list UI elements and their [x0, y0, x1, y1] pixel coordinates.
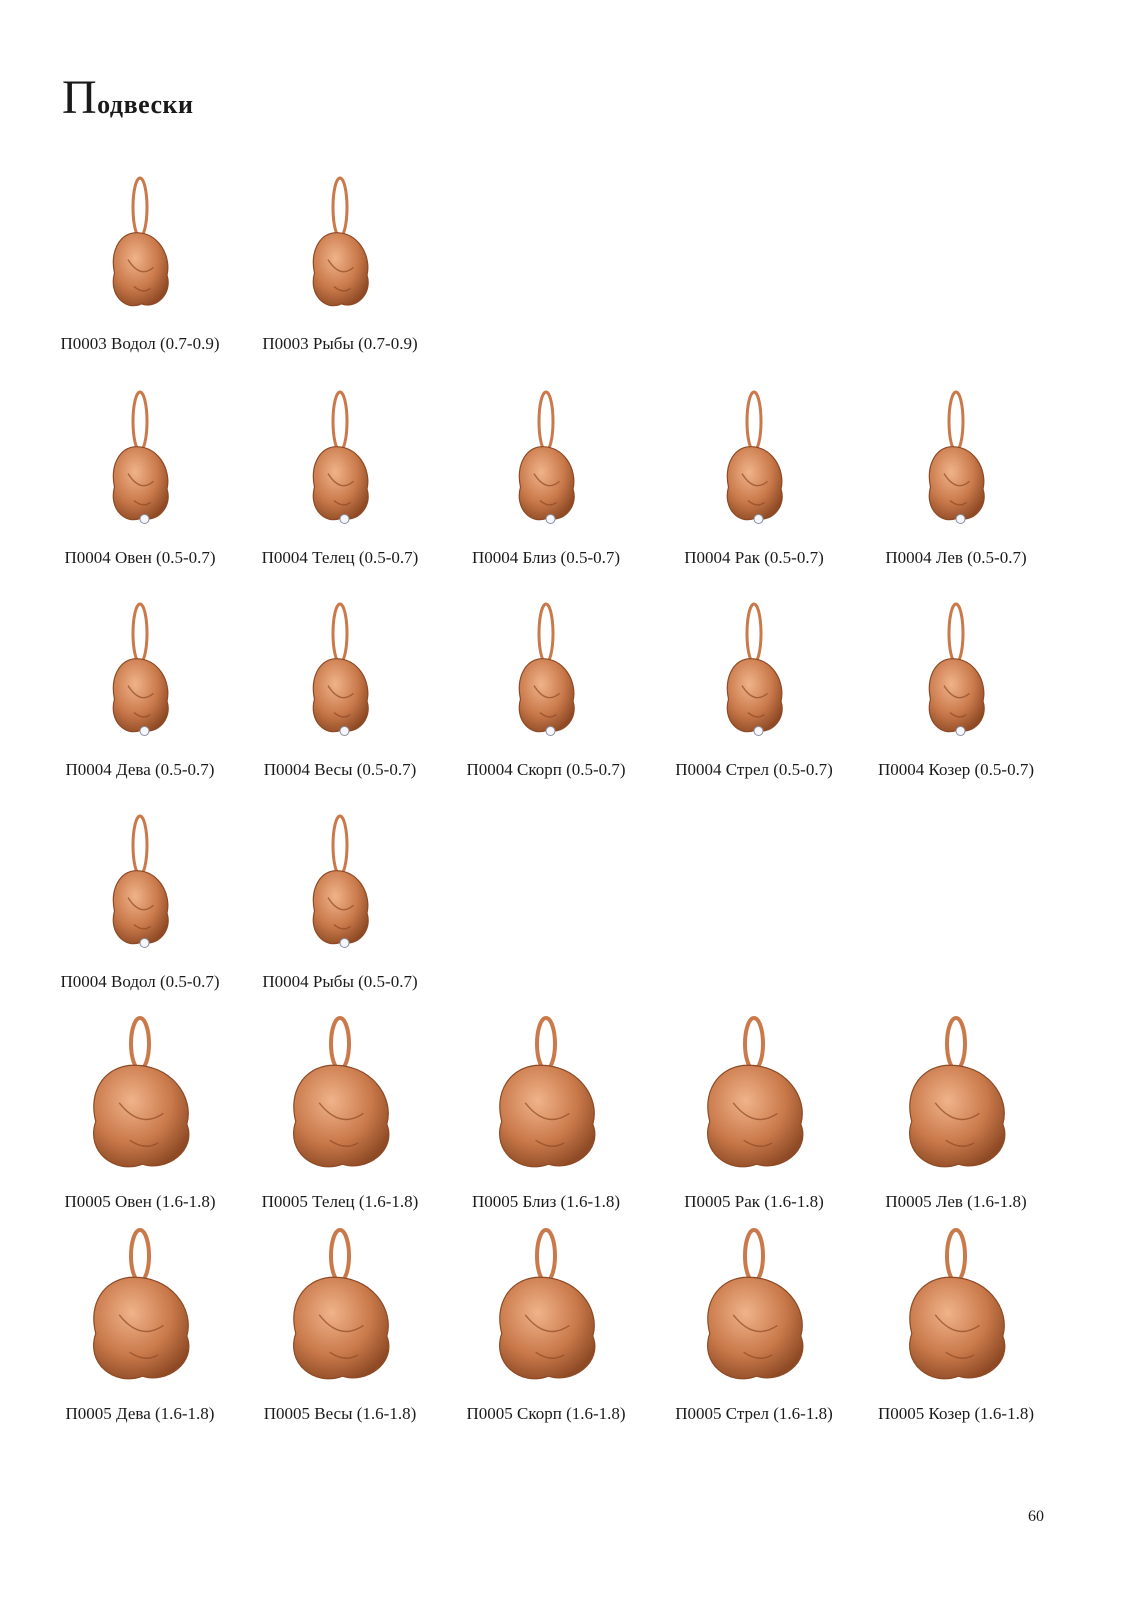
pendant-stone: [140, 726, 149, 735]
pendant-figure: [727, 447, 782, 520]
pendant-bail: [745, 1018, 763, 1069]
pisces-pendant-icon: [240, 172, 440, 332]
taurus-pendant-icon: [240, 386, 440, 546]
gemini-pendant-icon: [446, 386, 646, 546]
pendant-bail: [539, 392, 553, 451]
pendant-figure: [910, 1065, 1005, 1167]
pendant-caption: П0004 Близ (0.5-0.7): [471, 548, 621, 567]
pendant-caption: П0005 Телец (1.6-1.8): [261, 1192, 419, 1211]
pendant-caption: П0004 Водол (0.5-0.7): [60, 972, 220, 991]
leo-pendant-icon: [856, 1012, 1056, 1190]
pendant-bail: [949, 604, 963, 663]
pendant-figure: [294, 1277, 389, 1379]
pendant-caption: П0004 Весы (0.5-0.7): [263, 760, 417, 779]
pendant-caption: П0005 Стрел (1.6-1.8): [675, 1404, 833, 1423]
aries-pendant-icon: [40, 1012, 240, 1190]
pendant-figure: [94, 1277, 189, 1379]
pendant-item: [856, 1012, 1056, 1212]
pendant-bail: [333, 178, 347, 237]
virgo-pendant-icon: [40, 1224, 240, 1402]
pendant-caption: П0005 Весы (1.6-1.8): [263, 1404, 417, 1423]
sagittarius-pendant-icon: [654, 598, 854, 758]
pendant-bail: [131, 1230, 149, 1281]
capricorn-pendant-icon: [856, 1224, 1056, 1402]
pendant-caption: П0004 Телец (0.5-0.7): [261, 548, 419, 567]
pendant-caption: П0004 Скорп (0.5-0.7): [466, 760, 626, 779]
pendant-bail: [537, 1230, 555, 1281]
pendant-item: [40, 172, 240, 354]
pendant-item: [240, 598, 440, 780]
pendant-stone: [140, 514, 149, 523]
pendant-stone: [754, 514, 763, 523]
pendant-item: [40, 810, 240, 992]
pendant-item: [446, 386, 646, 568]
pendant-item: [446, 1224, 646, 1424]
pendant-figure: [313, 659, 368, 732]
pendant-bail: [333, 392, 347, 451]
pendant-figure: [708, 1277, 803, 1379]
page-title-rest: одвески: [97, 90, 194, 119]
pendant-caption: П0005 Лев (1.6-1.8): [885, 1192, 1027, 1211]
pendant-stone: [956, 726, 965, 735]
pendant-caption: П0004 Дева (0.5-0.7): [65, 760, 215, 779]
pendant-figure: [113, 233, 168, 306]
pendant-caption: П0005 Рак (1.6-1.8): [684, 1192, 824, 1211]
pendant-bail: [537, 1018, 555, 1069]
pendant-caption: П0005 Скорп (1.6-1.8): [466, 1404, 626, 1423]
pendant-bail: [745, 1230, 763, 1281]
aquarius-pendant-icon: [40, 172, 240, 332]
pisces-pendant-icon: [240, 810, 440, 970]
pendant-figure: [113, 659, 168, 732]
pendant-item: [40, 1224, 240, 1424]
pendant-item: [40, 1012, 240, 1212]
libra-pendant-icon: [240, 598, 440, 758]
pendant-caption: П0003 Водол (0.7-0.9): [60, 334, 220, 353]
pendant-item: [240, 172, 440, 354]
pendant-caption: П0004 Рыбы (0.5-0.7): [262, 972, 418, 991]
pendant-item: [40, 598, 240, 780]
pendant-bail: [333, 816, 347, 875]
pendant-figure: [313, 233, 368, 306]
pendant-stone: [140, 938, 149, 947]
pendant-stone: [546, 726, 555, 735]
pendant-stone: [340, 514, 349, 523]
pendant-item: [240, 810, 440, 992]
pendant-bail: [947, 1018, 965, 1069]
pendant-caption: П0005 Близ (1.6-1.8): [471, 1192, 621, 1211]
pendant-bail: [131, 1018, 149, 1069]
capricorn-pendant-icon: [856, 598, 1056, 758]
pendant-bail: [133, 604, 147, 663]
pendant-figure: [313, 447, 368, 520]
pendant-caption: П0004 Лев (0.5-0.7): [885, 548, 1027, 567]
pendant-item: [240, 1224, 440, 1424]
pendant-caption: П0005 Овен (1.6-1.8): [64, 1192, 216, 1211]
pendant-bail: [331, 1018, 349, 1069]
gemini-pendant-icon: [446, 1012, 646, 1190]
pendant-figure: [113, 871, 168, 944]
virgo-pendant-icon: [40, 598, 240, 758]
aries-pendant-icon: [40, 386, 240, 546]
pendant-item: [856, 598, 1056, 780]
pendant-figure: [313, 871, 368, 944]
pendant-item: [240, 386, 440, 568]
pendant-figure: [500, 1277, 595, 1379]
pendant-caption: П0005 Козер (1.6-1.8): [877, 1404, 1034, 1423]
pendant-item: [654, 386, 854, 568]
page-number: 60: [1028, 1508, 1044, 1525]
page-title: [62, 70, 193, 125]
pendant-bail: [133, 816, 147, 875]
pendant-bail: [539, 604, 553, 663]
pendant-item: [446, 1012, 646, 1212]
pendant-item: [240, 1012, 440, 1212]
pendant-item: [654, 1012, 854, 1212]
page-title-initial: П: [62, 71, 98, 124]
aquarius-pendant-icon: [40, 810, 240, 970]
pendant-bail: [947, 1230, 965, 1281]
pendant-figure: [500, 1065, 595, 1167]
cancer-pendant-icon: [654, 386, 854, 546]
pendant-figure: [708, 1065, 803, 1167]
pendant-bail: [747, 604, 761, 663]
pendant-figure: [294, 1065, 389, 1167]
pendant-figure: [113, 447, 168, 520]
taurus-pendant-icon: [240, 1012, 440, 1190]
pendant-caption: П0004 Рак (0.5-0.7): [684, 548, 824, 567]
pendant-stone: [956, 514, 965, 523]
pendant-item: [654, 598, 854, 780]
pendant-stone: [754, 726, 763, 735]
pendant-bail: [747, 392, 761, 451]
pendant-caption: П0005 Дева (1.6-1.8): [65, 1404, 215, 1423]
pendant-caption: П0004 Стрел (0.5-0.7): [675, 760, 833, 779]
pendant-item: [40, 386, 240, 568]
pendant-figure: [727, 659, 782, 732]
pendant-stone: [340, 726, 349, 735]
pendant-bail: [949, 392, 963, 451]
scorpio-pendant-icon: [446, 598, 646, 758]
pendant-bail: [133, 178, 147, 237]
pendant-caption: П0004 Овен (0.5-0.7): [64, 548, 216, 567]
pendant-caption: П0003 Рыбы (0.7-0.9): [262, 334, 418, 353]
pendant-item: [856, 386, 1056, 568]
pendant-item: [654, 1224, 854, 1424]
cancer-pendant-icon: [654, 1012, 854, 1190]
pendant-figure: [929, 659, 984, 732]
pendant-figure: [519, 659, 574, 732]
pendant-caption: П0004 Козер (0.5-0.7): [877, 760, 1034, 779]
pendant-figure: [910, 1277, 1005, 1379]
sagittarius-pendant-icon: [654, 1224, 854, 1402]
leo-pendant-icon: [856, 386, 1056, 546]
pendant-bail: [331, 1230, 349, 1281]
pendant-item: [856, 1224, 1056, 1424]
pendant-item: [446, 598, 646, 780]
libra-pendant-icon: [240, 1224, 440, 1402]
pendant-bail: [133, 392, 147, 451]
pendant-figure: [94, 1065, 189, 1167]
scorpio-pendant-icon: [446, 1224, 646, 1402]
pendant-stone: [340, 938, 349, 947]
pendant-stone: [546, 514, 555, 523]
pendant-bail: [333, 604, 347, 663]
pendant-figure: [929, 447, 984, 520]
pendant-figure: [519, 447, 574, 520]
